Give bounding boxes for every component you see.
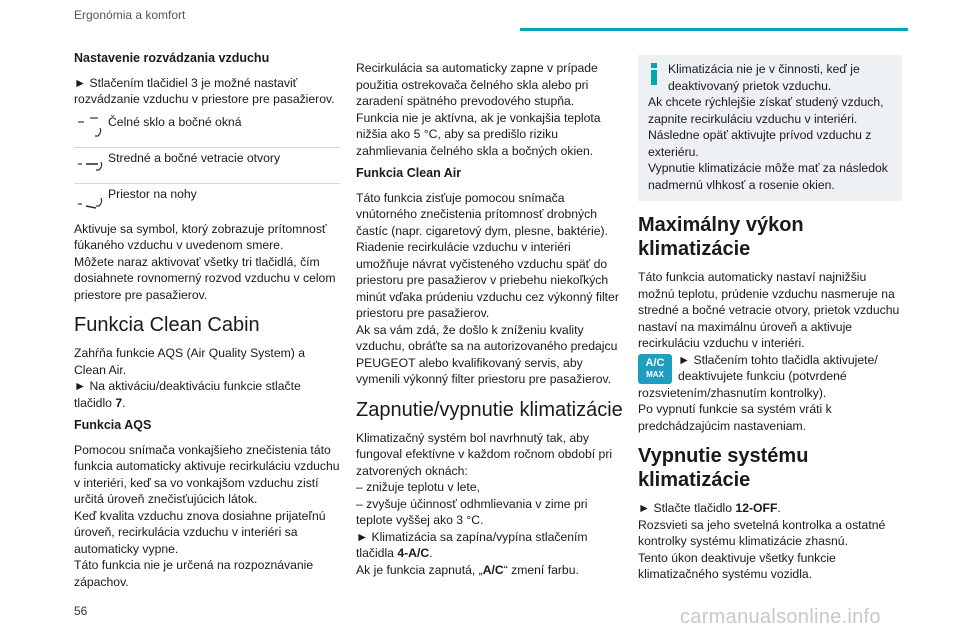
heading-aqs: Funkcia AQS: [74, 418, 152, 432]
key-12-off: 12-OFF: [735, 501, 778, 515]
text-fragment: .: [777, 501, 781, 515]
para-onoff-5: [356, 562, 624, 579]
para-clean-air-3: Ak sa vám zdá, že došlo k zníženiu kvality vzduchu, obráťte sa na autorizovaného predajcu PEUGEOT alebo kvalifikovaný servis, aby vymenili výkonný filter priestoru pre pasažierov.: [356, 322, 618, 386]
heading-max-power: Maximálny výkon klimatizácie: [638, 214, 804, 260]
para-onoff-1: Klimatizačný systém bol navrhnutý tak, aby fungoval efektívne v každom ročnom období pri zatvorených oknách:: [356, 430, 613, 478]
ac-icon-top: A/C: [645, 356, 665, 369]
para-clean-air-2: Riadenie recirkulácie vzduchu v interiéri umožňuje návrat vyčisteného vzduchu späť do priestoru pre pasažierov v priebehu niekoľkých minút vďaka prúdeniu vzduchu cez výkonný filter priestoru pre pasažierov.: [356, 240, 619, 320]
icon-row-footwell: [74, 186, 340, 219]
info-text-3: Vypnutie klimatizácie môže mať za následok nadmernú vlhkosť a rosenie okien.: [648, 161, 888, 192]
info-icon: [648, 63, 660, 85]
para-symbol: Aktivuje sa symbol, ktorý zobrazuje prítomnosť fúkaného vzduchu v uvedenom smere.: [74, 221, 327, 252]
para-off-1: [638, 500, 902, 517]
column-left: [74, 50, 340, 596]
para-max-1: Táto funkcia automaticky nastaví najnižšiu možnú teplotu, prúdenie vzduchu nasmeruje na stredné a bočné vetracie otvory, prietok vzduchu nastaví na maximálnu úroveň a aktivuje recirkuláciu vzduchu v interiéri.: [638, 270, 900, 350]
info-box: [638, 55, 902, 201]
heading-air-distribution: Nastavenie rozvádzania vzduchu: [74, 51, 270, 65]
ac-max-icon: [638, 354, 672, 384]
para-onoff-3: – zvyšuje účinnosť odhmlievania v zime pri teplote vyššej ako 3 °C.: [356, 496, 588, 527]
text-fragment: Ak je funkcia zapnutá, „: [356, 562, 483, 577]
key-4-ac: 4-A/C: [397, 546, 430, 560]
text-fragment: “ zmení farbu.: [503, 562, 579, 577]
header-title: Ergonómia a komfort: [74, 8, 186, 22]
text-fragment: ► Stlačte tlačidlo: [638, 501, 736, 515]
heading-system-off: Vypnutie systému klimatizácie: [638, 445, 809, 491]
windscreen-vent-icon: [74, 114, 108, 142]
page-number: 56: [74, 604, 88, 618]
footwell-vent-icon: [74, 186, 108, 214]
text-fragment: .: [122, 395, 126, 410]
para-off-3: Tento úkon deaktivuje všetky funkcie klimatizačného systému vozidla.: [638, 550, 836, 581]
info-text-2: Ak chcete rýchlejšie získať studený vzduch, zapnite recirkuláciu vzduchu v interiéri. Následne opäť aktivujte prívod vzduchu z exteriéru.: [648, 95, 884, 159]
para-recirc-2: Funkcia nie je aktívna, ak je vonkajšia teplota nižšia ako 5 °C, aby sa predišlo riziku zahmlievania čelného skla a bočných okien.: [356, 110, 601, 158]
header-accent-bar: [520, 28, 908, 31]
para-clean-air-1: Táto funkcia zisťuje pomocou snímača vnútorného znečistenia prítomnosť drobných častíc (napr. cigaretový dym, plesne, baktérie).: [356, 190, 608, 238]
icon-label-windscreen: Čelné sklo a bočné okná: [108, 114, 242, 129]
para-all-buttons: Môžete naraz aktivovať všetky tri tlačidlá, čím dosiahnete rovnomerný rozvod vzduchu v celom priestore pre pasažierov.: [74, 254, 336, 302]
para-recirc-1: Recirkulácia sa automaticky zapne v prípade použitia ostrekovača čelného skla alebo pri zaradení spätného prevodového stupňa.: [356, 61, 598, 108]
info-text-1: Klimatizácia nie je v činnosti, keď je deaktivovaný prietok vzduchu.: [668, 62, 860, 93]
para-onoff-2: – znižuje teplotu v lete,: [356, 480, 480, 494]
para-onoff-4: [356, 529, 624, 562]
para-aqs-1: Pomocou snímača vonkajšieho znečistenia táto funkcia automaticky aktivuje recirkuláciu vzduchu v interiéri, keď sa vo vonkajšom vzduchu zistí určitá úroveň znečisťujúcich látok.: [74, 442, 340, 506]
heading-clean-air: Funkcia Clean Air: [356, 166, 462, 180]
para-cabin-1: Zahŕňa funkcie AQS (Air Quality System) a Clean Air.: [74, 346, 305, 377]
ac-icon-bottom: MAX: [646, 369, 664, 379]
para-cabin-2: [74, 378, 340, 411]
icon-row-windscreen: [74, 114, 340, 148]
watermark: carmanualsonline.info: [680, 606, 881, 628]
text-fragment: ► Klimatizácia sa zapína/vypína stlačením tlačidla: [356, 529, 588, 560]
heading-onoff: Zapnutie/vypnutie klimatizácie: [356, 398, 623, 421]
text-fragment: .: [429, 546, 433, 560]
key-7: 7: [115, 395, 123, 410]
para-max-2: ► Stlačením tohto tlačidla aktivujete/ deaktivujete funkciu (potvrdené rozsvietením/zhasnutím kontrolky).: [638, 352, 878, 400]
heading-clean-cabin: Funkcia Clean Cabin: [74, 314, 260, 336]
para-distribution: ► Stlačením tlačidiel 3 je možné nastaviť rozvádzanie vzduchu v priestore pre pasažierov.: [74, 75, 335, 106]
ac-max-row: [638, 352, 902, 402]
para-off-2: Rozsvieti sa jeho svetelná kontrolka a ostatné kontrolky systému klimatizácie zhasnú.: [638, 517, 886, 548]
para-max-3: Po vypnutí funkcie sa systém vráti k predchádzajúcim nastaveniam.: [638, 402, 832, 433]
center-vent-icon: [74, 150, 108, 178]
icon-row-vents: [74, 150, 340, 184]
column-middle: [356, 60, 624, 584]
column-right: [638, 55, 902, 589]
icon-label-footwell: Priestor na nohy: [108, 186, 197, 201]
para-aqs-3: Táto funkcia nie je určená na rozpoznávanie zápachov.: [74, 558, 314, 589]
text-fragment: ► Na aktiváciu/deaktiváciu funkcie stlačte tlačidlo: [74, 379, 301, 410]
para-aqs-2: Keď kvalita vzduchu znova dosiahne prijateľnú úroveň, recirkulácia vzduchu v interiéri sa automaticky vypne.: [74, 508, 326, 556]
icon-label-vents: Stredné a bočné vetracie otvory: [108, 150, 281, 165]
key-ac: A/C: [482, 562, 504, 577]
